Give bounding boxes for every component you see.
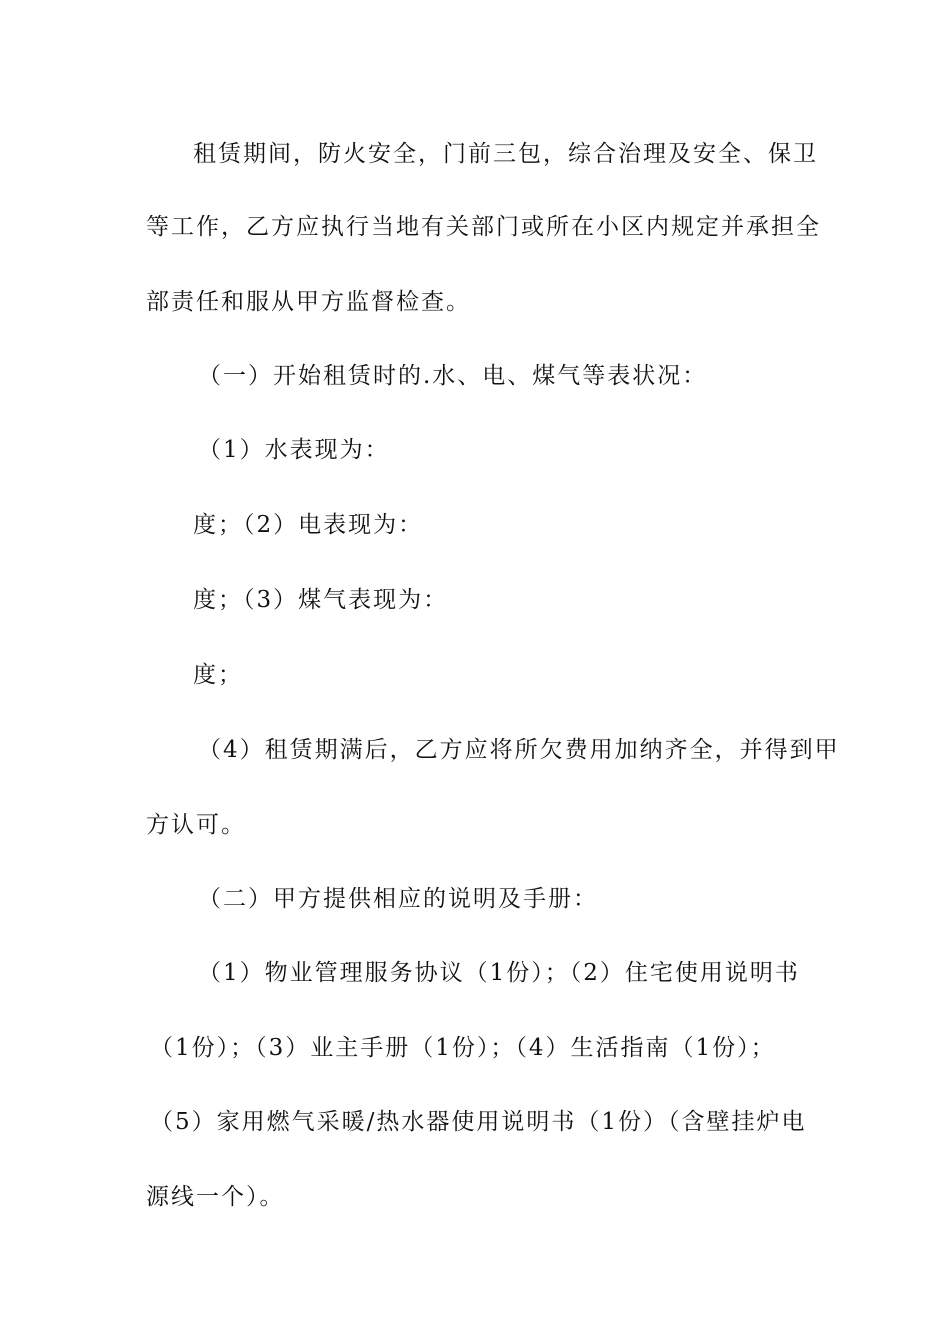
manual-list-line-4: 源线一个）。 (146, 1184, 285, 1210)
section-heading-1: （一）开始租赁时的.水、电、煤气等表状况： (198, 363, 708, 389)
section-heading-2: （二）甲方提供相应的说明及手册： (198, 886, 598, 912)
paragraph-line-3: 部责任和服从甲方监督检查。 (146, 289, 471, 315)
degree-line: 度； (193, 662, 243, 688)
electric-meter-line: 度；（2）电表现为： (193, 512, 424, 538)
manual-list-line-2: （1份）；（3）业主手册（1份）；（4）生活指南（1份）； (150, 1035, 776, 1061)
item-4-continuation: 方认可。 (146, 812, 246, 838)
item-4-line: （4）租赁期满后，乙方应将所欠费用加纳齐全，并得到甲 (198, 737, 840, 763)
paragraph-line-1: 租赁期间，防火安全，门前三包，综合治理及安全、保卫 (193, 141, 818, 167)
paragraph-line-2: 等工作，乙方应执行当地有关部门或所在小区内规定并承担全 (146, 214, 821, 240)
manual-list-line-1: （1）物业管理服务协议（1份）；（2）住宅使用说明书 (198, 960, 800, 986)
manual-list-line-3: （5）家用燃气采暖/热水器使用说明书（1份）（含壁挂炉电 (150, 1109, 807, 1135)
water-meter-line: （1）水表现为： (198, 437, 390, 463)
gas-meter-line: 度；（3）煤气表现为： (193, 587, 449, 613)
